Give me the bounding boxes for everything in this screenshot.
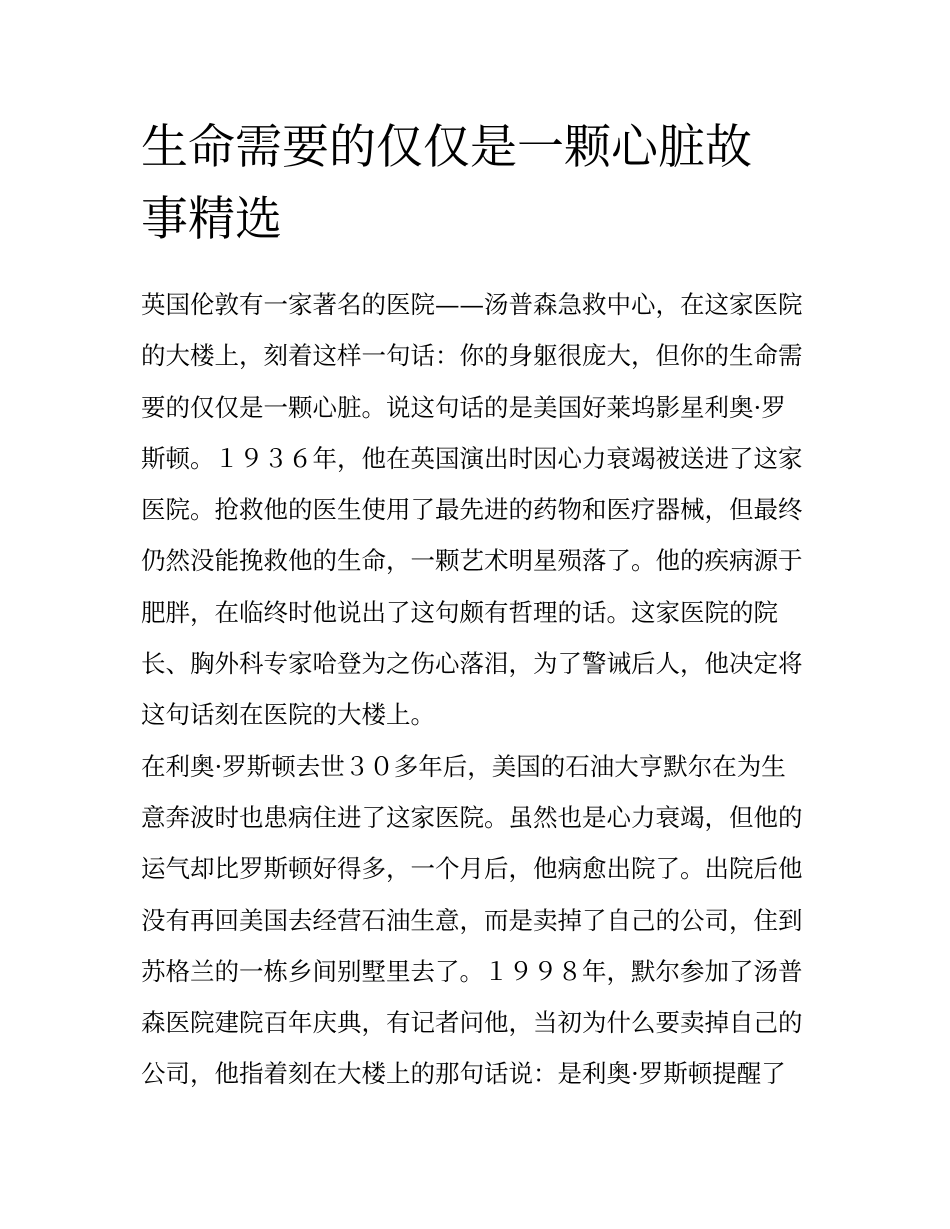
- text-line: 斯顿。１９３６年，他在英国演出时因心力衰竭被送进了这家: [141, 443, 803, 473]
- title-line: 事精选: [141, 192, 282, 247]
- text-line: 英国伦敦有一家著名的医院——汤普森急救中心，在这家医院: [141, 290, 803, 319]
- paragraph-2: [141, 741, 831, 1100]
- text-line: 要的仅仅是一颗心脏。说这句话的是美国好莱坞影星利奥·罗: [141, 392, 786, 422]
- text-line: 医院。抢救他的医生使用了最先进的药物和医疗器械，但最终: [141, 495, 803, 525]
- text-line: 在利奥·罗斯顿去世３０多年后，美国的石油大亨默尔在为生: [141, 751, 786, 781]
- text-line: 没有再回美国去经营石油生意，而是卖掉了自己的公司，住到: [141, 905, 803, 935]
- text-line: 的大楼上，刻着这样一句话：你的身躯很庞大，但你的生命需: [141, 341, 803, 371]
- page-title: [141, 112, 821, 256]
- text-line: 苏格兰的一栋乡间别墅里去了。１９９８年，默尔参加了汤普: [141, 956, 803, 986]
- text-line: 长、胸外科专家哈登为之伤心落泪，为了警诫后人，他决定将: [141, 649, 803, 679]
- article-body: [141, 279, 831, 1100]
- text-line: 运气却比罗斯顿好得多，一个月后，他病愈出院了。出院后他: [141, 854, 803, 884]
- text-line: 公司，他指着刻在大楼上的那句话说：是利奥·罗斯顿提醒了: [141, 1059, 786, 1089]
- paragraph-1: [141, 279, 831, 741]
- text-line: 森医院建院百年庆典，有记者问他，当初为什么要卖掉自己的: [141, 1008, 803, 1038]
- text-line: 仍然没能挽救他的生命，一颗艺术明星殒落了。他的疾病源于: [141, 546, 803, 576]
- text-line: 意奔波时也患病住进了这家医院。虽然也是心力衰竭，但他的: [141, 802, 803, 832]
- text-line: 这句话刻在医院的大楼上。: [141, 700, 435, 730]
- text-line: 肥胖，在临终时他说出了这句颇有哲理的话。这家医院的院: [141, 597, 778, 627]
- title-line: 生命需要的仅仅是一颗心脏故: [141, 120, 752, 175]
